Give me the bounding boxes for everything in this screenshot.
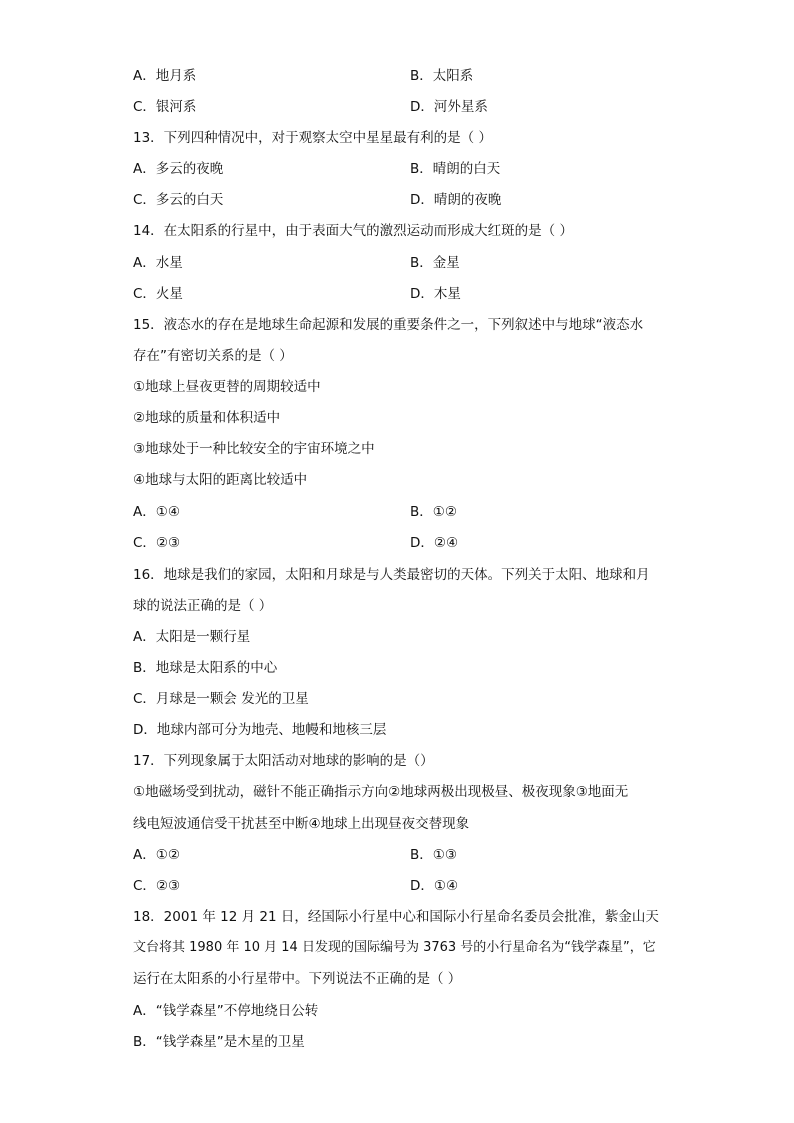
q14-option-c: C．火星 [133, 286, 183, 302]
q12-option-b: B．太阳系 [410, 68, 474, 84]
q17-option-c: C．②③ [133, 878, 181, 894]
q12-option-d: D．河外星系 [410, 99, 488, 115]
q13-option-d: D．晴朗的夜晚 [410, 192, 502, 208]
q13-option-b: B．晴朗的白天 [410, 161, 501, 177]
q15-option-d: D．②④ [410, 535, 459, 551]
q14-option-a: A．水星 [133, 255, 183, 271]
q16-option-c: C．月球是一颗会 发光的卫星 [133, 691, 309, 707]
q15-option-a: A．①④ [133, 504, 180, 520]
q18-stem-line1: 18．2001 年 12 月 21 日，经国际小行星中心和国际小行星命名委员会批准，紫金山天 [133, 909, 659, 925]
q17-option-d: D．①④ [410, 878, 459, 894]
q17-stem: 17．下列现象属于太阳活动对地球的影响的是（） [133, 753, 434, 769]
q18-option-b: B．“钱学森星”是木星的卫星 [133, 1034, 305, 1050]
q17-option-a: A．①② [133, 847, 180, 863]
q17-option-b: B．①③ [410, 847, 457, 863]
q14-option-b: B．金星 [410, 255, 460, 271]
q15-stem-line2: 存在”有密切关系的是（ ） [133, 348, 293, 364]
q15-option-c: C．②③ [133, 535, 181, 551]
q16-stem-line2: 球的说法正确的是（ ） [133, 598, 273, 614]
q15-statement-1: ①地球上昼夜更替的周期较适中 [133, 379, 321, 395]
q13-option-a: A．多云的夜晚 [133, 161, 224, 177]
q18-stem-line2: 文台将其 1980 年 10 月 14 日发现的国际编号为 3763 号的小行星命名为“钱学森星”，它 [133, 940, 656, 955]
q16-option-d: D．地球内部可分为地壳、地幔和地核三层 [133, 722, 387, 738]
q18-stem-line3: 运行在太阳系的小行星带中。下列说法不正确的是（ ） [133, 971, 462, 987]
q12-option-c: C．银河系 [133, 99, 197, 115]
q15-statement-4: ④地球与太阳的距离比较适中 [133, 472, 308, 488]
q14-option-d: D．木星 [410, 286, 461, 302]
q16-option-b: B．地球是太阳系的中心 [133, 660, 278, 676]
q17-statement-line2: 线电短波通信受干扰甚至中断④地球上出现昼夜交替现象 [133, 816, 470, 832]
q14-stem: 14．在太阳系的行星中，由于表面大气的激烈运动而形成大红斑的是（ ） [133, 223, 573, 239]
q18-option-a: A．“钱学森星”不停地绕日公转 [133, 1003, 319, 1019]
q15-statement-3: ③地球处于一种比较安全的宇宙环境之中 [133, 441, 375, 457]
q13-stem: 13．下列四种情况中，对于观察太空中星星最有利的是（ ） [133, 130, 492, 146]
q15-statement-2: ②地球的质量和体积适中 [133, 410, 281, 426]
q16-option-a: A．太阳是一颗行星 [133, 629, 251, 645]
q17-statement-line1: ①地磁场受到扰动，磁针不能正确指示方向②地球两极出现极昼、极夜现象③地面无 [133, 784, 629, 800]
q15-stem-line1: 15．液态水的存在是地球生命起源和发展的重要条件之一，下列叙述中与地球“液态水 [133, 317, 644, 333]
q15-option-b: B．①② [410, 504, 457, 520]
q12-option-a: A．地月系 [133, 68, 197, 84]
q13-option-c: C．多云的白天 [133, 192, 224, 208]
q16-stem-line1: 16．地球是我们的家园，太阳和月球是与人类最密切的天体。下列关于太阳、地球和月 [133, 567, 650, 583]
